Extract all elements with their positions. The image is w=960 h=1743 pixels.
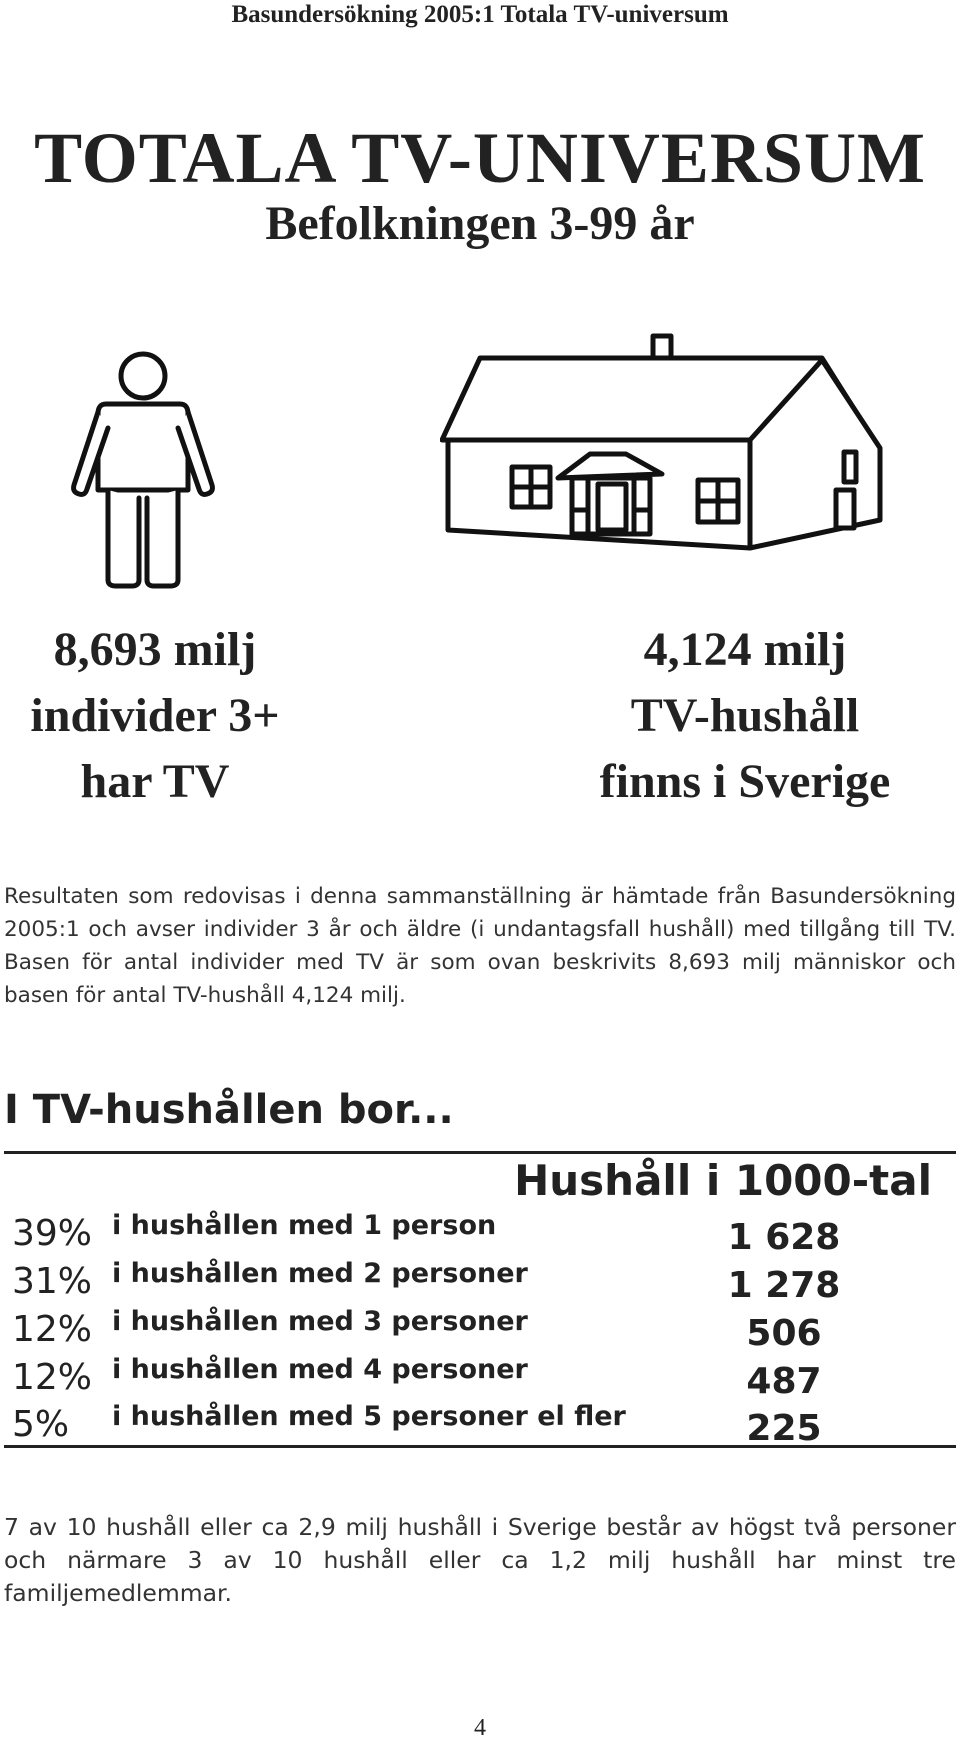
row-percent: 31% (12, 1261, 93, 1302)
row-households: 1 278 (727, 1265, 841, 1306)
row-households: 225 (746, 1408, 822, 1449)
row-label: i hushållen med 3 personer (112, 1306, 528, 1337)
row-label: i hushållen med 1 person (112, 1210, 497, 1241)
row-households: 487 (746, 1361, 822, 1402)
individuals-stat-qualifier: har TV (80, 755, 230, 808)
individuals-stat-value: 8,693 milj (53, 623, 257, 676)
house-icon (440, 330, 920, 570)
page-title: TOTALA TV-UNIVERSUM (34, 118, 926, 198)
page-number: 4 (474, 1715, 486, 1741)
intro-paragraph: Resultaten som redovisas i denna sammanställning är hämtade från Basundersökning 2005:1 och avser individer 3 år och äldre (i undantagsfall hushåll) med tillgång till TV. Basen för antal individer med TV är som ovan beskrivits 8,693 milj människor och basen för antal TV-hushåll 4,124 milj. (4, 884, 956, 1008)
row-households: 506 (746, 1313, 822, 1354)
page-subtitle: Befolkningen 3-99 år (265, 197, 695, 250)
individuals-stat-label: individer 3+ (30, 689, 280, 742)
row-percent: 12% (12, 1309, 93, 1350)
footnote-paragraph: 7 av 10 hushåll eller ca 2,9 milj hushåll i Sverige består av högst två personer och närmare 3 av 10 hushåll eller ca 1,2 milj hushåll har minst tre familjemedlemmar. (4, 1513, 956, 1607)
households-stat-value: 4,124 milj (643, 623, 847, 676)
column-header: Hushåll i 1000-tal (514, 1156, 932, 1205)
table-row (4, 1401, 956, 1449)
person-icon (68, 350, 218, 590)
row-label: i hushållen med 5 personer el fler (112, 1401, 626, 1432)
individuals-stat (0, 617, 310, 815)
section-heading: I TV-hushållen bor... (4, 1087, 454, 1133)
households-stat-label: TV-hushåll (630, 689, 860, 742)
households-stat-qualifier: finns i Sverige (599, 755, 891, 808)
row-percent: 5% (12, 1404, 70, 1445)
row-percent: 39% (12, 1213, 93, 1254)
row-percent: 12% (12, 1357, 93, 1398)
row-households: 1 628 (727, 1217, 841, 1258)
row-label: i hushållen med 2 personer (112, 1258, 528, 1289)
households-stat (530, 617, 960, 815)
running-header: Basundersökning 2005:1 Totala TV-universum (231, 1, 729, 28)
row-label: i hushållen med 4 personer (112, 1354, 528, 1385)
